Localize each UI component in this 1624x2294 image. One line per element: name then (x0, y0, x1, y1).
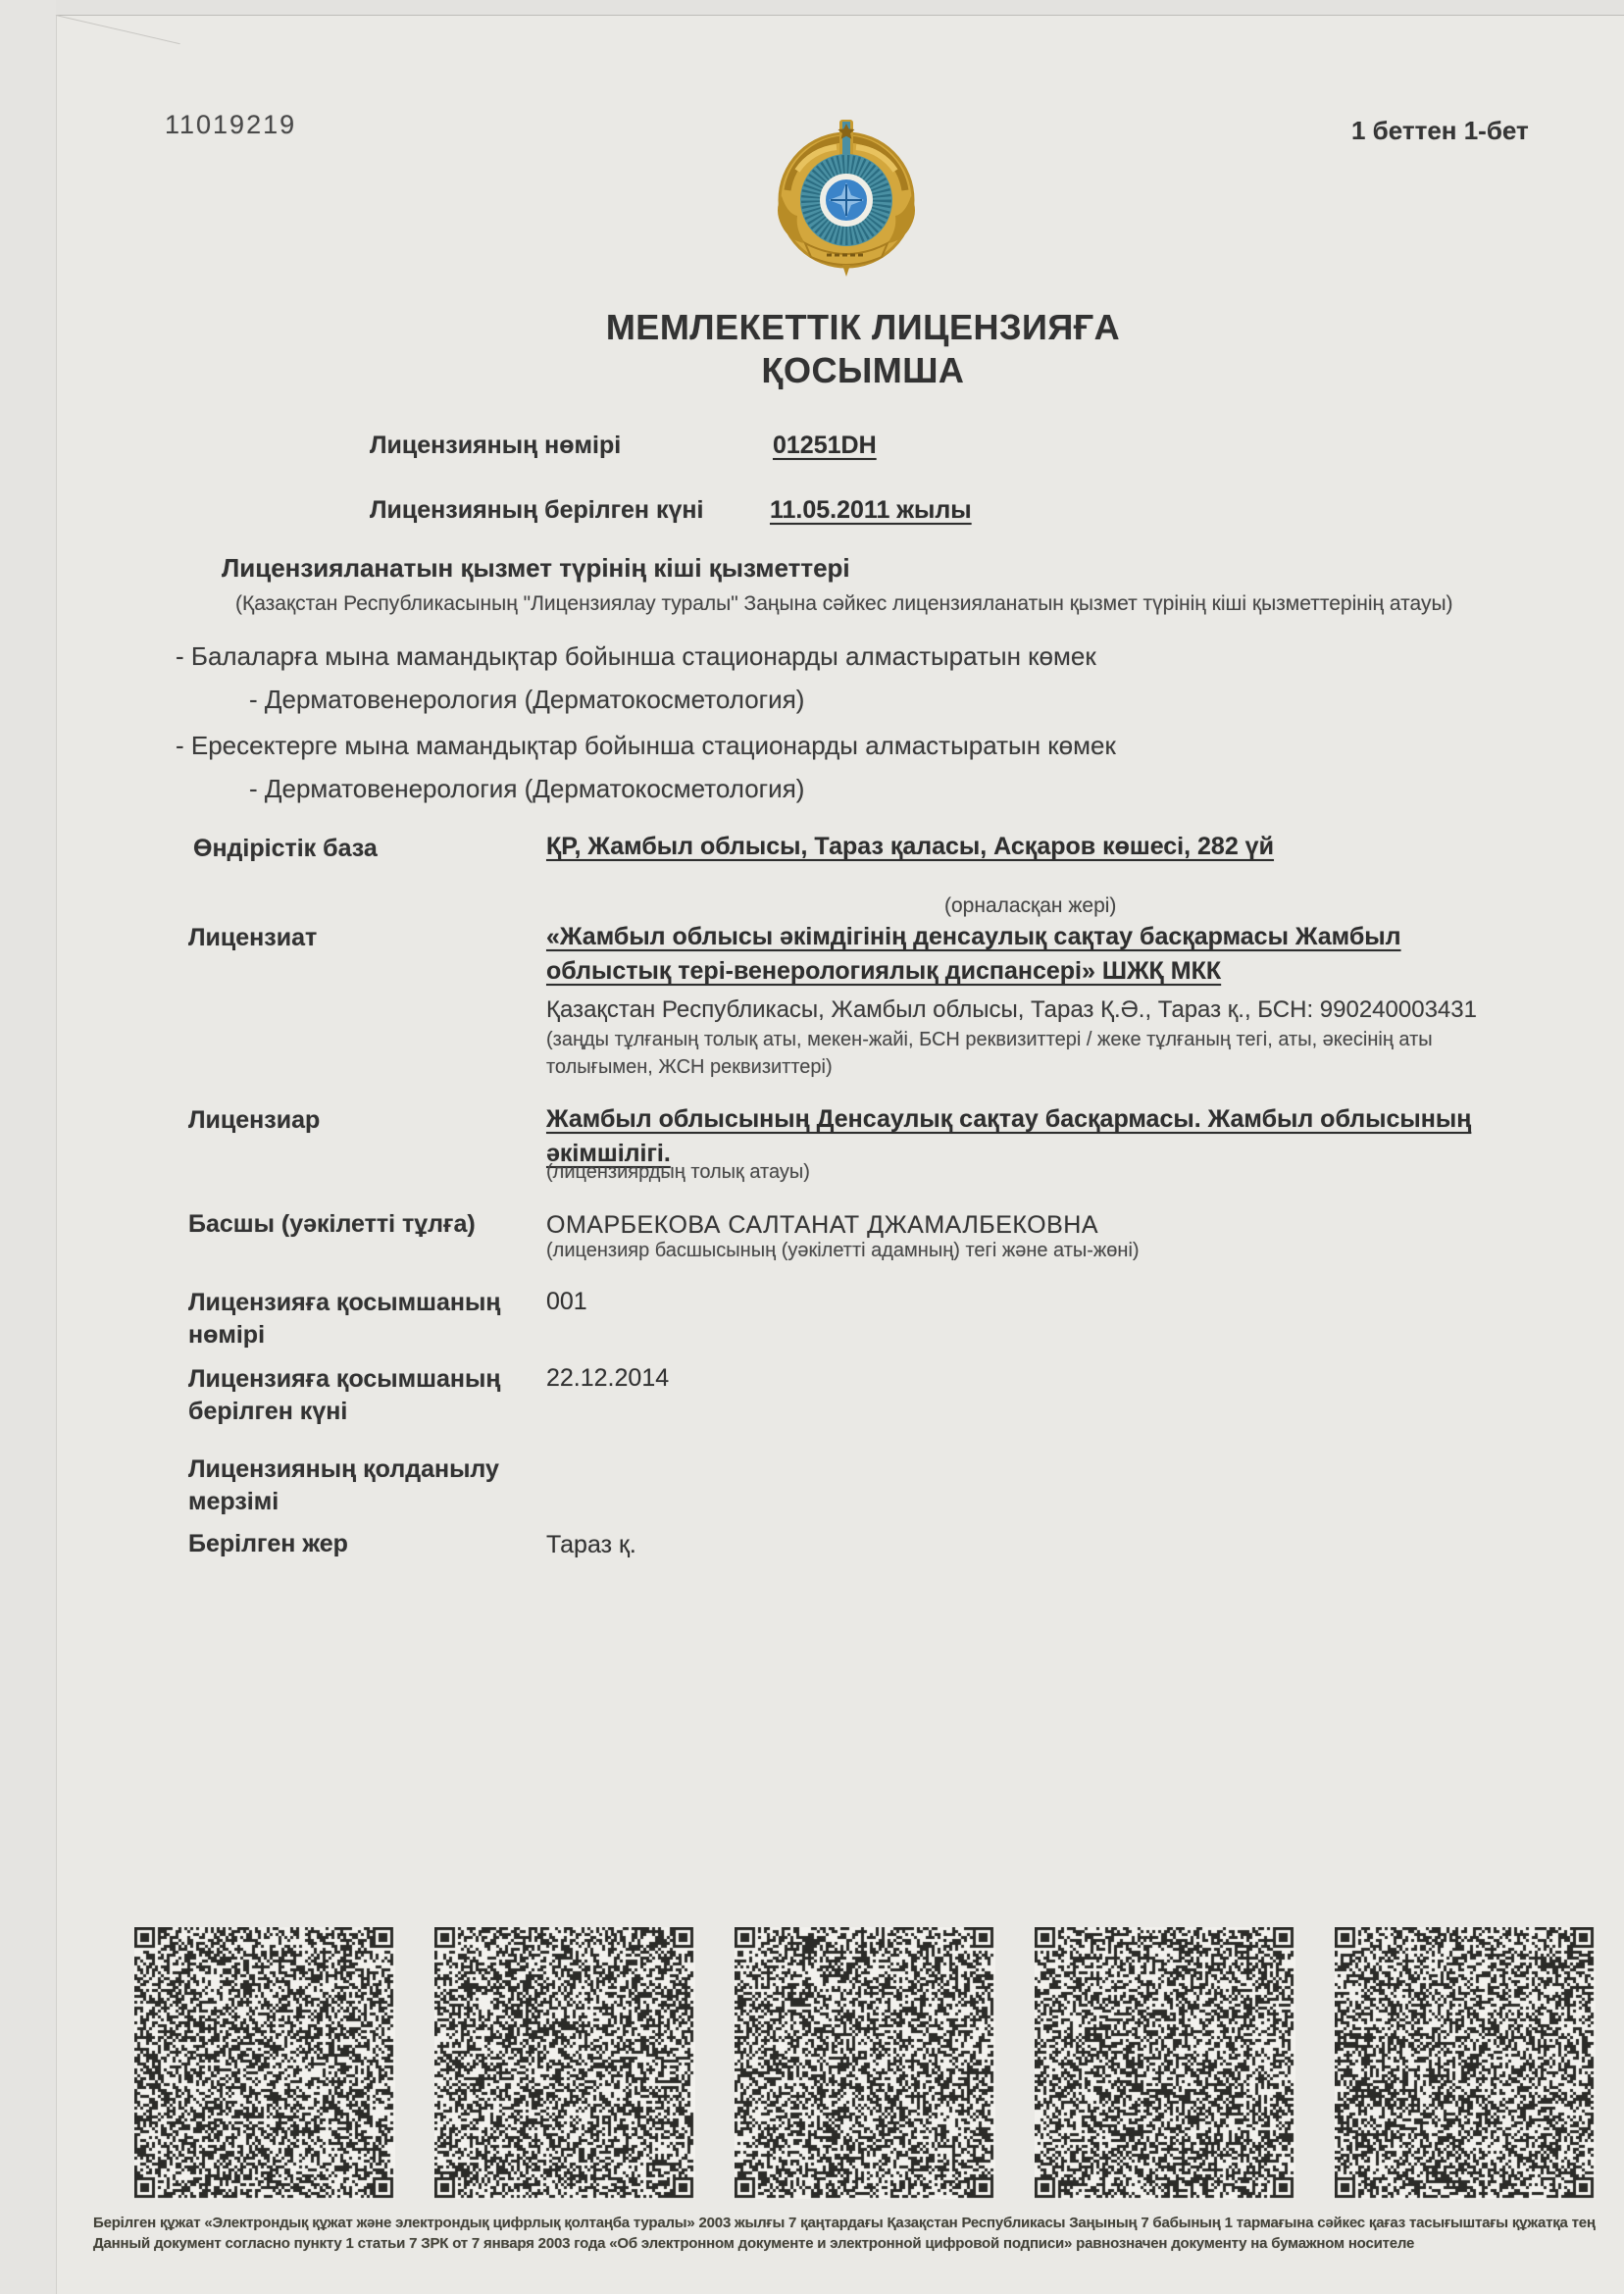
licensee-value-line2: облыстық тері-венерологиялық диспансері» ШЖҚ МКК (546, 957, 1222, 985)
licensee-label: Лицензиат (188, 924, 318, 951)
subactivities-note: (Қазақстан Республикасының "Лицензиялау туралы" Заңына сәйкес лицензияланатын қызмет түрінің кіші қызметтерінің атауы) (235, 592, 1453, 615)
subactivities-heading: Лицензияланатын қызмет түрінің кіші қызметтері (222, 553, 850, 583)
licensee-note: (заңды тұлғаның толық аты, мекен-жайі, БСН реквизиттері / жеке тұлғаның тегі, аты, әкесінің аты толығымен, ЖСН реквизиттері) (546, 1029, 1433, 1078)
qr-code-4 (1035, 1927, 1295, 2199)
head-value: ОМАРБЕКОВА САЛТАНАТ ДЖАМАЛБЕКОВНА (546, 1211, 1098, 1239)
qr-code-2 (434, 1927, 695, 2199)
qr-code-3 (735, 1927, 995, 2199)
licensor-value-line2: әкімшілігі. (546, 1140, 671, 1167)
document-title-line2: ҚОСЫМША (761, 350, 965, 390)
qr-code-5 (1335, 1927, 1596, 2199)
license-date-label: Лицензияның берілген күні (370, 496, 704, 524)
licensor-note: (лицензиярдың толық атауы) (546, 1161, 810, 1183)
annex-date-label: Лицензияға қосымшаның берілген күні (188, 1365, 501, 1425)
kazakhstan-coat-of-arms-icon (768, 112, 925, 277)
footer-legal-line2: Данный документ согласно пункту 1 статьи 7 ЗРК от 7 января 2003 года «Об электронном документе и электронной цифровой подписи» равнозначен документу на бумажном носителе (93, 2235, 1415, 2252)
scan-fold-line-diagonal (56, 15, 180, 44)
licensee-address: Қазақстан Республикасы, Жамбыл облысы, Тараз Қ.Ә., Тараз қ., БСН: 990240003431 (546, 996, 1477, 1023)
licensor-value-line1: Жамбыл облысының Денсаулық сақтау басқармасы. Жамбыл облысының (546, 1105, 1472, 1133)
production-base-note: (орналасқан жері) (944, 894, 1117, 917)
production-base-value: ҚР, Жамбыл облысы, Тараз қаласы, Асқаров көшесі, 282 үй (546, 833, 1274, 860)
scan-fold-line-vertical (56, 15, 57, 2294)
licensee-value-line1: «Жамбыл облысы әкімдігінің денсаулық сақтау басқармасы Жамбыл (546, 923, 1401, 950)
production-base-label: Өндірістік база (193, 835, 378, 862)
document-number: 11019219 (165, 110, 297, 139)
subactivity-item: - Дерматовенерология (Дерматокосметология) (249, 685, 805, 714)
validity-label: Лицензияның қолданылу мерзімі (188, 1455, 499, 1515)
head-note: (лицензияр басшысының (уәкілетті адамның) тегі және аты-жөні) (546, 1240, 1140, 1261)
footer-legal-line1: Берілген құжат «Электрондық құжат және электрондық цифрлық қолтаңба туралы» 2003 жылғы 7 қаңтардағы Қазақстан Республикасы Заңының 7 бабының 1 тармағына сәйкес қағаз тасығыштағы құжатқа тең (93, 2215, 1596, 2231)
document-title-line1: МЕМЛЕКЕТТІК ЛИЦЕНЗИЯҒА (605, 307, 1121, 347)
issue-place-value: Тараз қ. (546, 1531, 636, 1558)
document-title (98, 306, 1624, 392)
licensee-value (546, 920, 1473, 989)
licensor-label: Лицензиар (188, 1106, 321, 1134)
subactivity-item: - Балаларға мына мамандықтар бойынша стационарды алмастыратын көмек (176, 641, 1096, 671)
qr-code-1 (134, 1927, 395, 2199)
scan-edge-left (0, 0, 56, 2294)
subactivity-item: - Дерматовенерология (Дерматокосметология) (249, 774, 805, 803)
scan-edge-top (0, 0, 1624, 15)
subactivity-item: - Ересектерге мына мамандықтар бойынша стационарды алмастыратын көмек (176, 731, 1116, 760)
head-label: Басшы (уәкілетті тұлға) (188, 1210, 476, 1238)
license-date-value: 11.05.2011 жылы (770, 496, 972, 524)
issue-place-label: Берілген жер (188, 1530, 348, 1557)
page-count: 1 беттен 1-бет (1351, 116, 1529, 145)
license-number-label: Лицензияның нөмірі (370, 432, 622, 459)
annex-number-value: 001 (546, 1288, 587, 1315)
scan-fold-line-horizontal (56, 15, 1624, 16)
annex-number-label: Лицензияға қосымшаның нөмірі (188, 1289, 501, 1349)
annex-date-value: 22.12.2014 (546, 1364, 670, 1392)
license-number-value: 01251DH (773, 432, 877, 459)
